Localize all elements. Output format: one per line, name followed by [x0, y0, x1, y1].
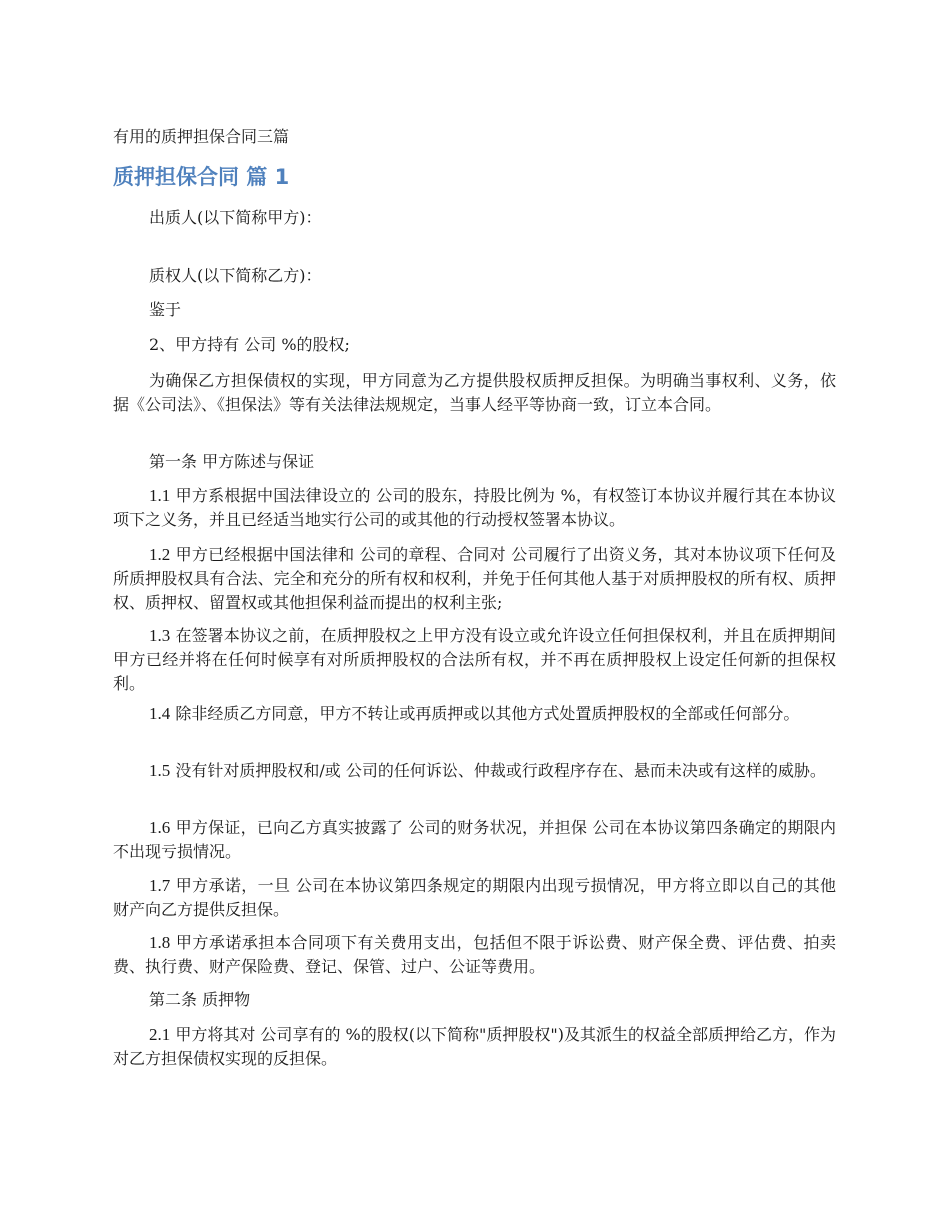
document-title: 有用的质押担保合同三篇 [113, 127, 290, 146]
article-2-heading: 第二条 质押物 [149, 990, 251, 1009]
clause-1-8: 1.8 甲方承诺承担本合同项下有关费用支出，包括但不限于诉讼费、财产保全费、评估费、拍卖费、执行费、财产保险费、登记、保管、过户、公证等费用。 [113, 933, 836, 976]
clause-1-7: 1.7 甲方承诺，一旦 公司在本协议第四条规定的期限内出现亏损情况，甲方将立即以自己的其他财产向乙方提供反担保。 [113, 876, 836, 919]
paragraph-pledgor: 出质人(以下简称甲方)： [149, 208, 322, 227]
clause-1-4: 1.4 除非经质乙方同意，甲方不转让或再质押或以其他方式处置质押股权的全部或任何部分。 [149, 704, 800, 723]
paragraph-whereas: 鉴于 [149, 300, 182, 319]
clause-1-3: 1.3 在签署本协议之前，在质押股权之上甲方没有设立或允许设立任何担保权利，并且在质押期间甲方已经并将在任何时候享有对所质押股权的合法所有权，并不再在质押股权上设定任何新的担保权利。 [113, 626, 836, 693]
paragraph-purpose: 为确保乙方担保债权的实现，甲方同意为乙方提供股权质押反担保。为明确当事权利、义务，依据《公司法》、《担保法》等有关法律法规规定，当事人经平等协商一致，订立本合同。 [113, 371, 836, 414]
clause-1-5: 1.5 没有针对质押股权和/或 公司的任何诉讼、仲裁或行政程序存在、悬而未决或有这样的威胁。 [149, 761, 826, 780]
section-heading: 质押担保合同 篇 1 [113, 165, 290, 189]
clause-1-6: 1.6 甲方保证，已向乙方真实披露了 公司的财务状况，并担保 公司在本协议第四条确定的期限内不出现亏损情况。 [113, 818, 836, 861]
paragraph-equity-held: 2、甲方持有 公司 %的股权; [149, 335, 350, 354]
clause-1-1: 1.1 甲方系根据中国法律设立的 公司的股东，持股比例为 %，有权签订本协议并履行其在本协议项下之义务，并且已经适当地实行公司的或其他的行动授权签署本协议。 [113, 486, 836, 529]
clause-1-2: 1.2 甲方已经根据中国法律和 公司的章程、合同对 公司履行了出资义务，其对本协议项下任何及所质押股权具有合法、完全和充分的所有权和权利，并免于任何其他人基于对质押股权的所有权、质押权、质押权、留置权或其他担保利益而提出的权利主张; [113, 545, 836, 612]
article-1-heading: 第一条 甲方陈述与保证 [149, 452, 315, 471]
clause-2-1: 2.1 甲方将其对 公司享有的 %的股权(以下简称"质押股权")及其派生的权益全部质押给乙方，作为对乙方担保债权实现的反担保。 [113, 1025, 836, 1068]
paragraph-pledgee: 质权人(以下简称乙方)： [149, 266, 322, 285]
